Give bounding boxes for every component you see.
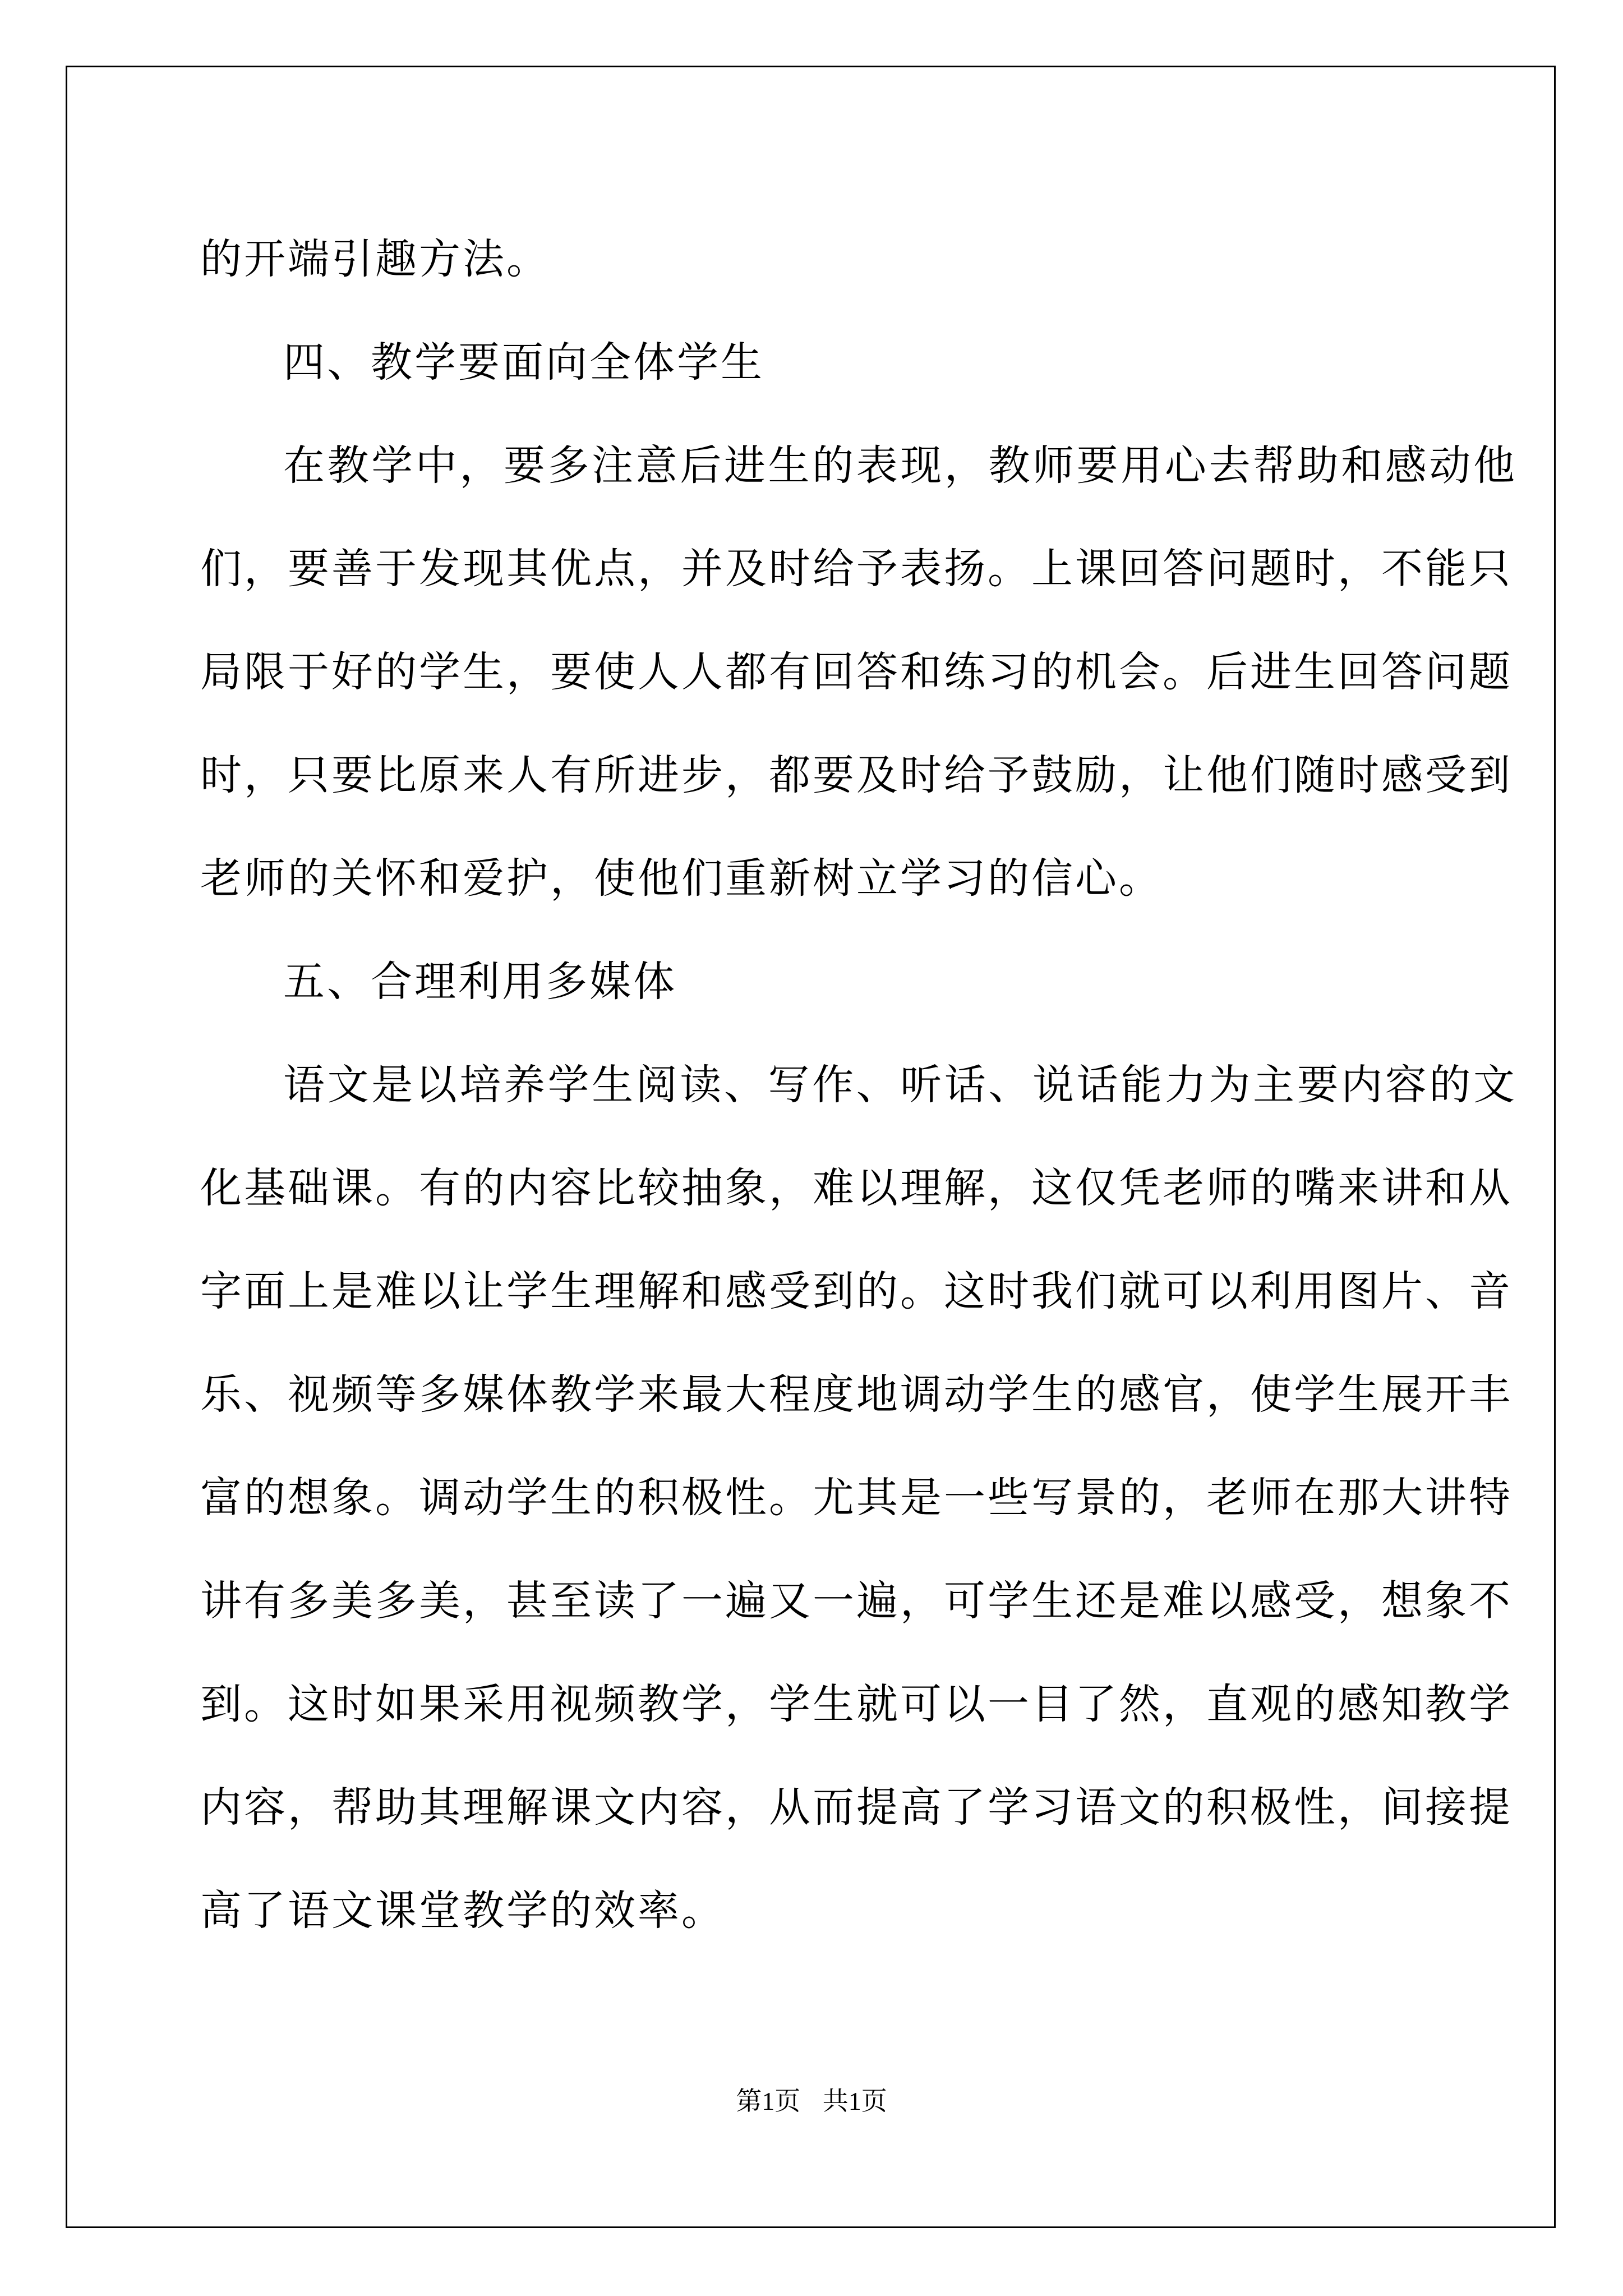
text-line: 化基础课。有的内容比较抽象，难以理解，这仅凭老师的嘴来讲和从 (200, 1164, 1513, 1212)
text-line: 时，只要比原来人有所进步，都要及时给予鼓励，让他们随时感受到 (200, 751, 1513, 799)
text-line: 的开端引趣方法。 (200, 235, 550, 283)
text-line: 语文是以培养学生阅读、写作、听话、说话能力为主要内容的文 (283, 1061, 1517, 1109)
section-heading: 四、教学要面向全体学生 (283, 338, 764, 386)
text-line: 到。这时如果采用视频教学，学生就可以一目了然，直观的感知教学 (200, 1680, 1513, 1728)
text-line: 富的想象。调动学生的积极性。尤其是一些写景的，老师在那大讲特 (200, 1474, 1513, 1522)
text-line: 字面上是难以让学生理解和感受到的。这时我们就可以利用图片、音 (200, 1267, 1513, 1315)
section-heading: 五、合理利用多媒体 (283, 958, 677, 1006)
text-line: 老师的关怀和爱护，使他们重新树立学习的信心。 (200, 854, 1163, 903)
text-line: 在教学中，要多注意后进生的表现，教师要用心去帮助和感动他 (283, 441, 1517, 490)
text-line: 高了语文课堂教学的效率。 (200, 1887, 725, 1935)
text-line: 局限于好的学生，要使人人都有回答和练习的机会。后进生回答问题 (200, 648, 1513, 696)
document-body (200, 208, 1517, 1962)
text-line: 内容，帮助其理解课文内容，从而提高了学习语文的积极性，间接提 (200, 1783, 1513, 1832)
page-number: 第1页 (736, 2087, 801, 2115)
page-footer (0, 2085, 1623, 2118)
text-line: 乐、视频等多媒体教学来最大程度地调动学生的感官，使学生展开丰 (200, 1370, 1513, 1419)
page-total: 共1页 (822, 2087, 887, 2115)
text-line: 讲有多美多美，甚至读了一遍又一遍，可学生还是难以感受，想象不 (200, 1577, 1513, 1625)
text-line: 们，要善于发现其优点，并及时给予表扬。上课回答问题时，不能只 (200, 545, 1513, 593)
